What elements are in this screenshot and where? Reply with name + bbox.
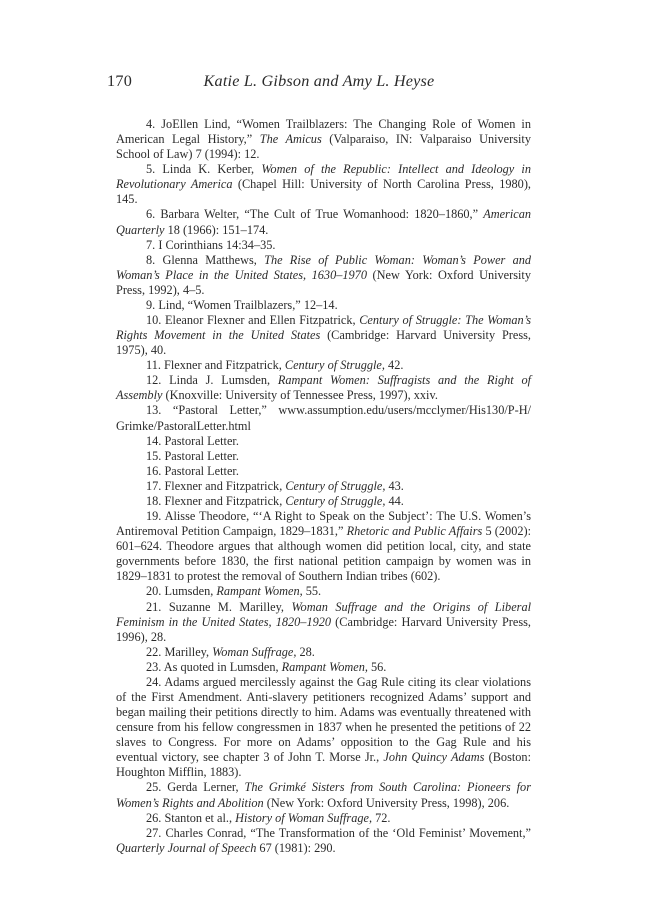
- endnote-text: Charles Conrad, “The Transformation of the ‘Old Feminist’ Movement,”: [165, 825, 531, 840]
- endnote-text: Lumsden,: [164, 584, 217, 599]
- endnote: [116, 479, 531, 494]
- endnote-title-italic: Rampant Women,: [216, 584, 303, 599]
- endnote: [116, 238, 531, 253]
- endnote-title-italic: Century of Struggle,: [285, 478, 386, 493]
- endnote-number: 21.: [146, 599, 162, 614]
- endnote-number: 11.: [146, 358, 161, 373]
- endnote-text: Linda J. Lumsden,: [169, 373, 278, 388]
- endnote-number: 15.: [146, 448, 162, 463]
- endnote-text: 28.: [296, 644, 315, 659]
- endnote-title-italic: John Quincy Adams: [383, 750, 485, 765]
- endnote-text: Marilley,: [164, 644, 213, 659]
- endnote-title-italic: The Amicus: [259, 132, 322, 147]
- endnote-number: 9.: [146, 297, 156, 312]
- endnote-text: Barbara Welter, “The Cult of True Womanhood: 1820–1860,”: [160, 207, 484, 222]
- endnote-text: Gerda Lerner,: [167, 780, 245, 795]
- endnote-text: Linda K. Kerber,: [162, 162, 262, 177]
- endnote-text: Pastoral Letter.: [164, 448, 239, 463]
- endnote-number: 24.: [146, 674, 162, 689]
- endnote-title-italic: Century of Struggle,: [285, 493, 386, 508]
- endnote-text: 18 (1966): 151–174.: [164, 222, 269, 237]
- endnote-text: (Knoxville: University of Tennessee Press, 1997), xxiv.: [162, 388, 438, 403]
- endnote: [116, 117, 531, 162]
- endnote-number: 18.: [146, 493, 162, 508]
- endnote-text: 67 (1981): 290.: [256, 840, 336, 855]
- endnote-text: “Pastoral Letter,” www.assumption.edu/users/mcclymer/His130/P-H/ Grimke/PastoralLetter.html: [116, 403, 531, 433]
- endnote-text: Flexner and Fitzpatrick,: [164, 478, 286, 493]
- endnote: [116, 675, 531, 781]
- endnote-number: 23.: [146, 659, 162, 674]
- endnote-text: Flexner and Fitzpatrick,: [164, 493, 286, 508]
- endnote-number: 26.: [146, 810, 162, 825]
- endnote-text: (New York: Oxford University Press, 1992), 4–5.: [116, 267, 532, 297]
- endnote: [116, 162, 531, 207]
- endnote: [116, 826, 531, 856]
- endnote-title-italic: History of Woman Suffrage,: [235, 810, 373, 825]
- endnote-title-italic: Rampant Women,: [281, 659, 368, 674]
- endnote: [116, 253, 531, 298]
- endnote: [116, 645, 531, 660]
- running-head: Katie L. Gibson and Amy L. Heyse: [203, 72, 435, 90]
- endnote-text: 42.: [384, 358, 404, 373]
- endnote: [116, 494, 531, 509]
- endnote-title-italic: Century of Struggle,: [284, 358, 385, 373]
- endnote-number: 17.: [146, 478, 162, 493]
- endnote-text: Alisse Theodore, “‘A Right to Speak on the Subject’: The U.S. Women’s Antiremoval Petition Campaign, 1829–1831,”: [116, 509, 531, 539]
- endnote-number: 7.: [146, 237, 156, 252]
- endnote-title-italic: Quarterly Journal of Speech: [116, 840, 257, 855]
- endnote-text: 72.: [372, 810, 391, 825]
- endnote-number: 25.: [146, 780, 162, 795]
- endnote: [116, 584, 531, 599]
- endnote-text: Pastoral Letter.: [164, 433, 239, 448]
- endnote-text: (New York: Oxford University Press, 1998), 206.: [263, 795, 510, 810]
- endnote: [116, 358, 531, 373]
- endnote-number: 13.: [146, 403, 162, 418]
- endnote-number: 19.: [146, 509, 162, 524]
- endnote-number: 5.: [146, 162, 156, 177]
- endnote-text: (Valparaiso, IN: Valparaiso University School of Law) 7 (1994): 12.: [116, 132, 531, 162]
- endnote-text: Glenna Matthews,: [162, 252, 265, 267]
- endnote-title-italic: Women of the Republic: Intellect and Ideology in Revolutionary America: [116, 162, 532, 192]
- endnote: [116, 600, 531, 645]
- endnote-number: 20.: [146, 584, 162, 599]
- endnote-text: (Cambridge: Harvard University Press, 1975), 40.: [116, 328, 531, 358]
- endnote: [116, 313, 531, 358]
- endnotes-list: [116, 117, 531, 856]
- endnote-number: 12.: [146, 373, 162, 388]
- endnote: [116, 509, 531, 584]
- endnote-text: As quoted in Lumsden,: [163, 659, 282, 674]
- endnote-number: 14.: [146, 433, 162, 448]
- endnote-number: 22.: [146, 644, 162, 659]
- endnote-text: Adams argued mercilessly against the Gag Rule citing its clear violations of the First Amendment. Anti-slavery petitioners recognized Adams’ support and began mailing their petitions directly to him. Adams was eventually threatened with censure from his fellow congressmen in 1837 when he presented the petitions of 22 slaves to Congress. For more on Adams’ opposition to the Gag Rule and his eventual victory, see chapter 3 of John T. Morse Jr.,: [116, 674, 531, 765]
- endnote: [116, 373, 531, 403]
- endnote-text: 55.: [302, 584, 322, 599]
- endnote-text: (Chapel Hill: University of North Carolina Press, 1980), 145.: [116, 177, 531, 207]
- endnote-number: 10.: [146, 313, 162, 328]
- endnote-text: Eleanor Flexner and Ellen Fitzpatrick,: [165, 313, 360, 328]
- endnote: [116, 434, 531, 449]
- endnote-text: 43.: [385, 478, 404, 493]
- endnote-title-italic: Woman Suffrage and the Origins of Liberal Feminism in the United States, 1820–1920: [116, 599, 532, 629]
- endnote-number: 27.: [146, 825, 162, 840]
- page-header: [107, 72, 531, 94]
- endnote: [116, 403, 531, 433]
- endnote: [116, 780, 531, 810]
- page-number: 170: [107, 72, 133, 90]
- endnote-text: 56.: [367, 659, 387, 674]
- endnote-text: Pastoral Letter.: [164, 463, 239, 478]
- endnote-text: (Boston: Houghton Mifflin, 1883).: [116, 750, 531, 780]
- endnote-text: Stanton et al.,: [164, 810, 236, 825]
- endnote-text: Lind, “Women Trailblazers,” 12–14.: [158, 297, 338, 312]
- endnote-text: I Corinthians 14:34–35.: [158, 237, 276, 252]
- endnote: [116, 464, 531, 479]
- endnote: [116, 207, 531, 237]
- endnote-title-italic: The Rise of Public Woman: Woman’s Power and Woman’s Place in the United States, 1630–1970: [116, 252, 532, 282]
- endnote: [116, 811, 531, 826]
- endnote-title-italic: Century of Struggle: The Woman’s Rights Movement in the United States: [116, 313, 531, 343]
- endnote-title-italic: The Grimké Sisters from South Carolina: Pioneers for Women’s Rights and Abolition: [116, 780, 531, 810]
- endnote-text: 44.: [385, 493, 404, 508]
- endnote-number: 4.: [146, 117, 156, 131]
- endnote-text: Flexner and Fitzpatrick,: [164, 358, 285, 373]
- endnote-title-italic: Rampant Women: Suffragists and the Right of Assembly: [116, 373, 532, 403]
- endnote-title-italic: Woman Suffrage,: [212, 644, 297, 659]
- endnote-text: 5 (2002): 601–624. Theodore argues that although women did petition local, city, and state governments before 1830, the first national petition campaign by women was in 1829–1831 to protest the removal of Southern Indian tribes (602).: [116, 524, 531, 584]
- endnote-title-italic: American Quarterly: [116, 207, 531, 237]
- endnote-number: 6.: [146, 207, 156, 222]
- endnote-title-italic: Rhetoric and Public Affairs: [346, 524, 483, 539]
- endnote-text: JoEllen Lind, “Women Trailblazers: The Changing Role of Women in American Legal History,”: [116, 117, 531, 147]
- endnote: [116, 449, 531, 464]
- endnote: [116, 660, 531, 675]
- endnote-text: Suzanne M. Marilley,: [168, 599, 292, 614]
- endnote-number: 8.: [146, 252, 156, 267]
- endnote-text: (Cambridge: Harvard University Press, 1996), 28.: [116, 614, 531, 644]
- endnote-number: 16.: [146, 463, 162, 478]
- endnote: [116, 298, 531, 313]
